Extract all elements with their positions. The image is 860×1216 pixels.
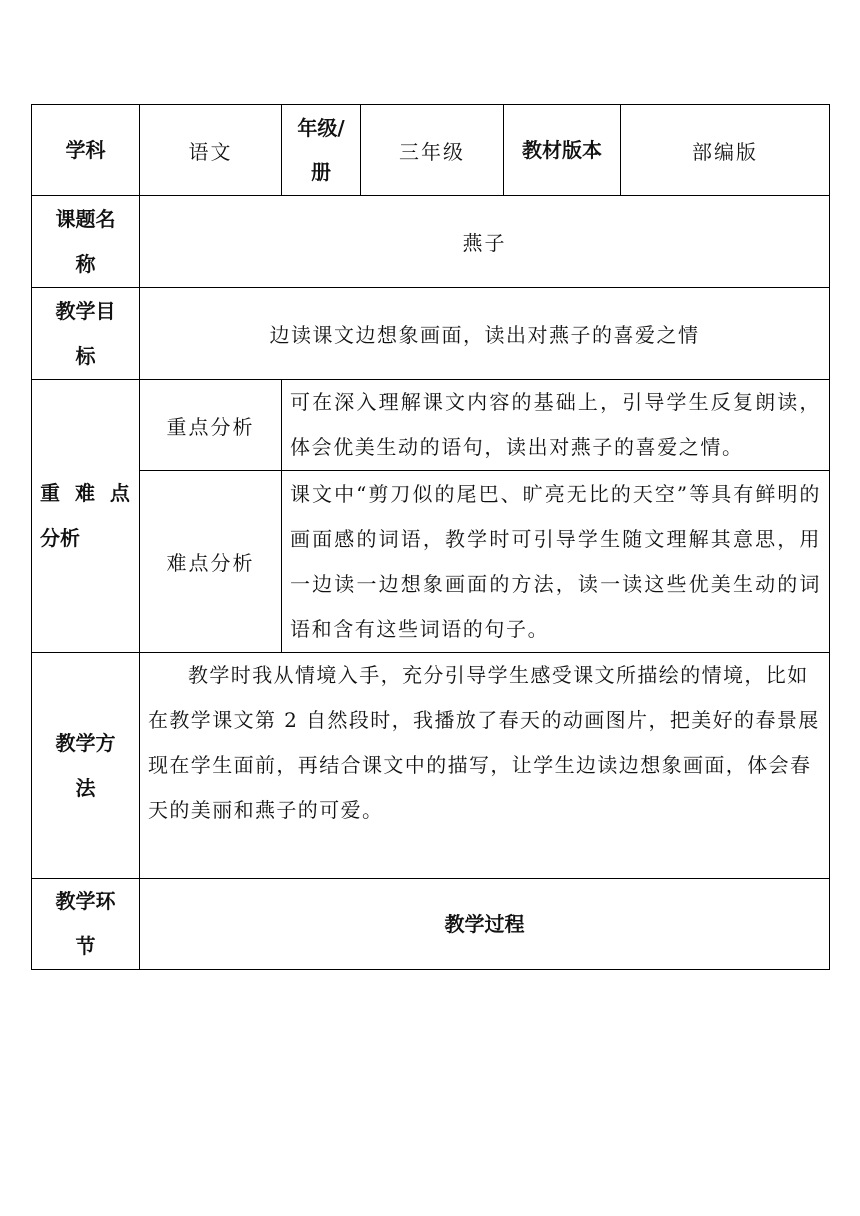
row-subject: [32, 105, 830, 196]
subject-value: 语文: [140, 105, 282, 196]
row-topic: [32, 196, 830, 288]
difficult-analysis-text: 课文中“剪刀似的尾巴、旷亮无比的天空”等具有鲜明的画面感的词语，教学时可引导学生随文理解其意思，用一边读一边想象画面的方法，读一读这些优美生动的词语和含有这些词语的句子。: [282, 471, 830, 653]
goal-value: 边读课文边想象画面，读出对燕子的喜爱之情: [140, 288, 830, 380]
analysis-label: 重 难 点 分析: [32, 380, 140, 653]
key-analysis-label: 重点分析: [140, 380, 282, 471]
goal-label: 教学目 标: [32, 288, 140, 380]
row-key-analysis: [32, 380, 830, 471]
row-process: [32, 879, 830, 970]
method-text: 教学时我从情境入手，充分引导学生感受课文所描绘的情境，比如在教学课文第 2 自然段时，我播放了春天的动画图片，把美好的春景展现在学生面前，再结合课文中的描写，让学生边读边想象画面，体会春天的美丽和燕子的可爱。: [140, 653, 830, 879]
process-label: 教学环 节: [32, 879, 140, 970]
subject-label: 学科: [32, 105, 140, 196]
difficult-analysis-label: 难点分析: [140, 471, 282, 653]
lesson-plan-table: [31, 104, 830, 970]
grade-value: 三年级: [361, 105, 504, 196]
edition-label: 教材版本: [504, 105, 621, 196]
row-goal: [32, 288, 830, 380]
grade-label: 年级/ 册: [282, 105, 361, 196]
method-label: 教学方 法: [32, 653, 140, 879]
row-difficult-analysis: [32, 471, 830, 653]
topic-value: 燕子: [140, 196, 830, 288]
topic-label: 课题名 称: [32, 196, 140, 288]
key-analysis-text: 可在深入理解课文内容的基础上，引导学生反复朗读，体会优美生动的语句，读出对燕子的喜爱之情。: [282, 380, 830, 471]
edition-value: 部编版: [621, 105, 830, 196]
row-method: [32, 653, 830, 879]
process-value: 教学过程: [140, 879, 830, 970]
